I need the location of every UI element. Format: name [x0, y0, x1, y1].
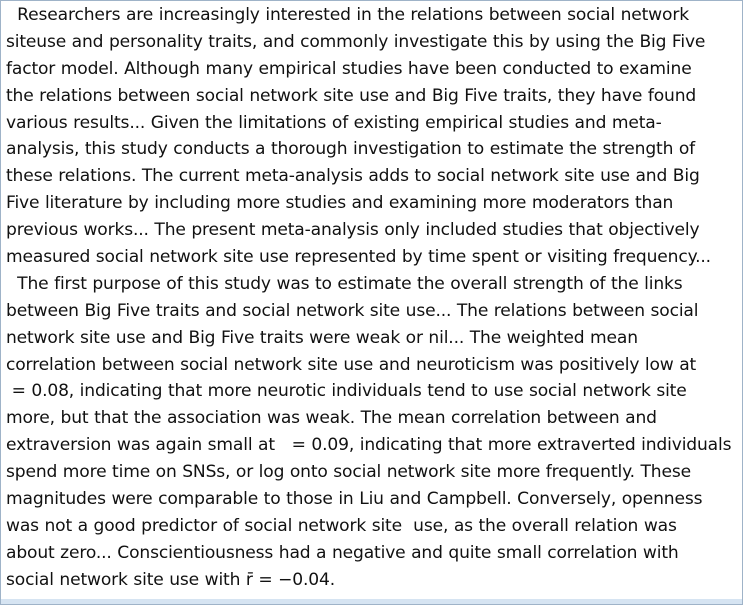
- text-line: factor model. Although many empirical studies have been conducted to examine: [6, 58, 692, 79]
- text-line: siteuse and personality traits, and commonly investigate this by using the Big Five: [6, 31, 706, 52]
- text-line: network site use and Big Five traits were weak or nil... The weighted mean: [6, 327, 638, 348]
- text-line: correlation between social network site use and neuroticism was positively low at: [6, 354, 697, 375]
- text-line: more, but that the association was weak. The mean correlation between and: [6, 408, 657, 429]
- text-line: the relations between social network site use and Big Five traits, they have found: [6, 85, 697, 106]
- text-line: measured social network site use represented by time spent or visiting frequency...: [6, 247, 711, 268]
- text-line: these relations. The current meta-analysis adds to social network site use and Big: [6, 166, 700, 187]
- text-line: about zero... Conscientiousness had a negative and quite small correlation with: [6, 542, 679, 563]
- text-line: magnitudes were comparable to those in Liu and Campbell. Conversely, openness: [6, 489, 703, 510]
- text-line: previous works... The present meta-analysis only included studies that objectively: [6, 220, 700, 241]
- text-line: between Big Five traits and social network site use... The relations between social: [6, 300, 699, 321]
- text-line: analysis, this study conducts a thorough investigation to estimate the strength of: [6, 139, 696, 160]
- text-line: social network site use with r̄ = −0.04.: [6, 569, 336, 590]
- body-text: [6, 2, 742, 594]
- bottom-border-strip: [1, 599, 742, 604]
- text-line: various results... Given the limitations of existing empirical studies and meta-: [6, 112, 662, 133]
- text-line: spend more time on SNSs, or log onto social network site more frequently. These: [6, 462, 691, 483]
- text-line: Researchers are increasingly interested in the relations between social network: [6, 5, 689, 25]
- text-line: Five literature by including more studies and examining more moderators than: [6, 193, 674, 214]
- text-line: was not a good predictor of social network site use, as the overall relation was: [6, 515, 677, 536]
- text-line: extraversion was again small at = 0.09, indicating that more extraverted individuals: [6, 435, 732, 456]
- text-line: = 0.08, indicating that more neurotic individuals tend to use social network site: [6, 381, 687, 402]
- text-line: The first purpose of this study was to estimate the overall strength of the links: [6, 273, 683, 294]
